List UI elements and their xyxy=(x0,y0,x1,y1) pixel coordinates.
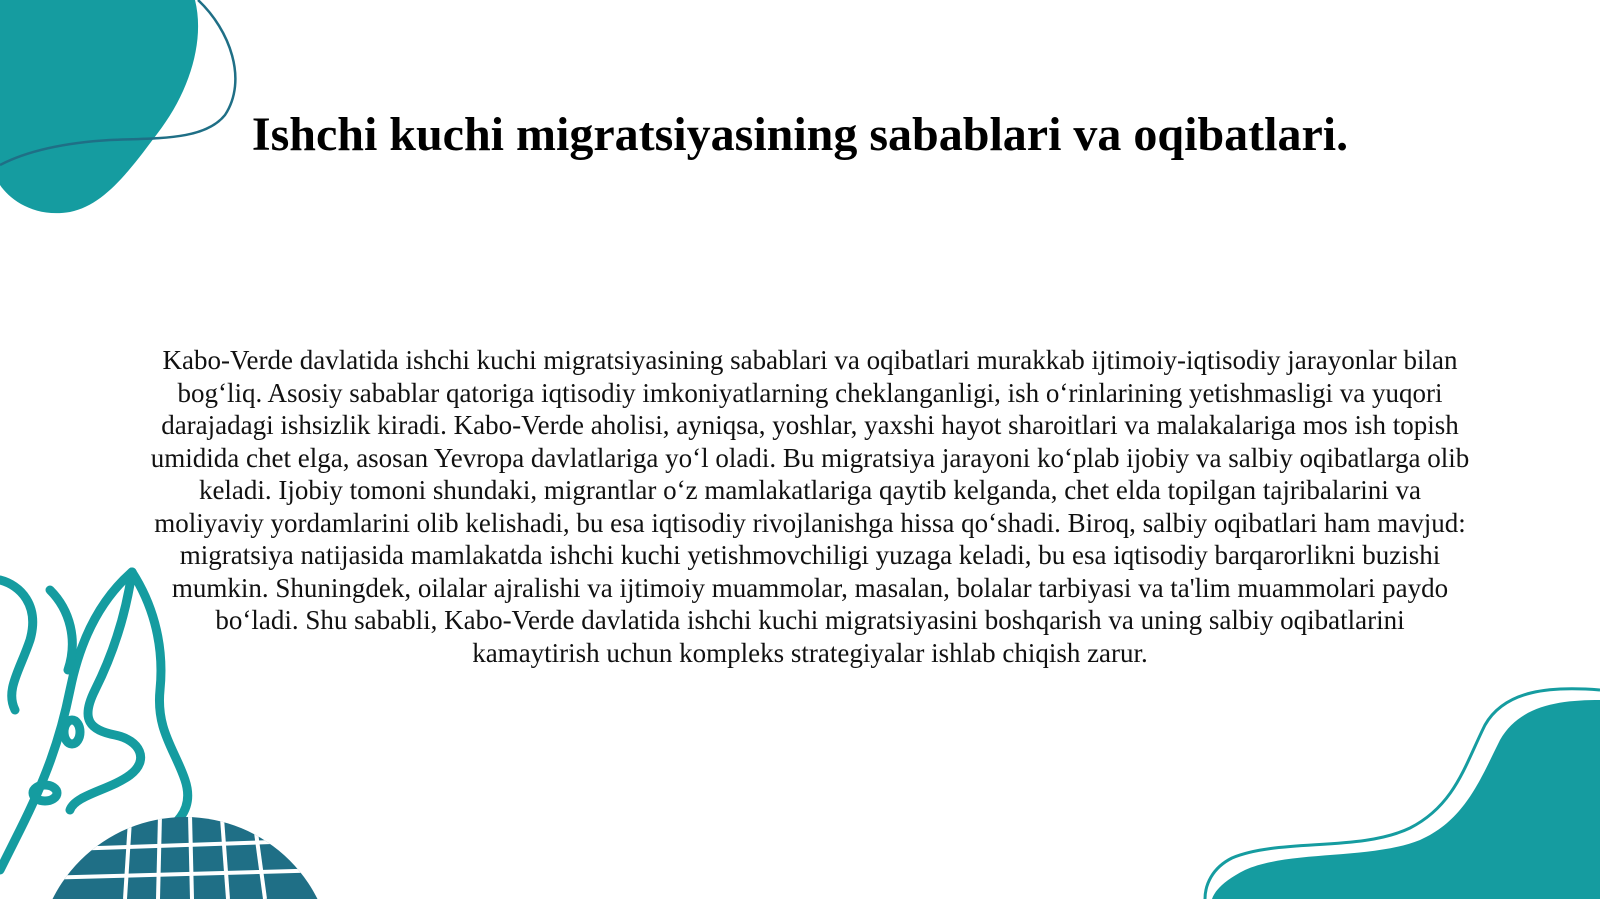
bottom-left-grid-circle xyxy=(37,817,333,899)
slide-title: Ishchi kuchi migratsiyasining sabablari va oqibatlari. xyxy=(251,108,1349,161)
bottom-right-wave xyxy=(1212,700,1600,899)
slide-body-text: Kabo-Verde davlatida ishchi kuchi migratsiyasining sabablari va oqibatlari murakkab ijtimoiy-iqtisodiy jarayonlar bilan bog‘liq. Asosiy sabablar qatoriga iqtisodiy imkoniyatlarning cheklanganligi, ish o‘rinlarining yetishmasligi va yuqori darajadagi ishsizlik kiradi. Kabo-Verde aholisi, ayniqsa, yoshlar, yaxshi hayot sharoitlari va malakalariga mos ish topish umidida chet elga, asosan Yevropa davlatlariga yo‘l oladi. Bu migratsiya jarayoni ko‘plab ijobiy va salbiy oqibatlarga olib keladi. Ijobiy tomoni shundaki, migrantlar o‘z mamlakatlariga qaytib kelganda, chet elda topilgan tajribalarini va moliyaviy yordamlarini olib kelishadi, bu esa iqtisodiy rivojlanishga hissa qo‘shadi. Biroq, salbiy oqibatlari ham mavjud: migratsiya natijasida mamlakatda ishchi kuchi yetishmovchiligi yuzaga keladi, bu esa iqtisodiy barqarorlikni buzishi mumkin. Shuningdek, oilalar ajralishi va ijtimoiy muammolar, masalan, bolalar tarbiyasi va ta'lim muammolari paydo bo‘ladi. Shu sababli, Kabo-Verde davlatida ishchi kuchi migratsiyasini boshqarish va uning salbiy oqibatlarini kamaytirish uchun kompleks strategiyalar ishlab chiqish zarur. xyxy=(150,345,1470,668)
